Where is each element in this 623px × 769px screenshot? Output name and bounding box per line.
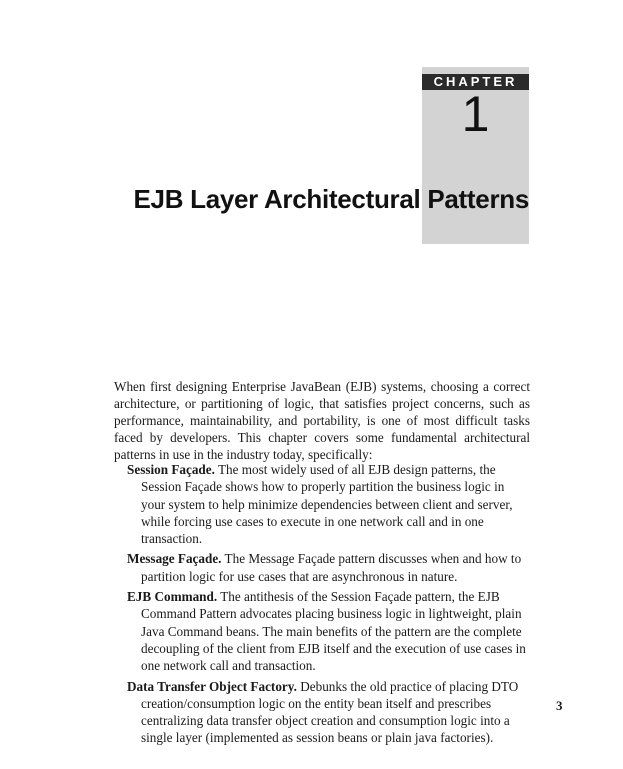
pattern-item-dto-factory [127,678,531,747]
chapter-label: CHAPTER [422,74,529,90]
pattern-description: The antithesis of the Session Façade pattern, the EJB Command Pattern advocates placing business logic in lightweight, plain Java Command beans. The main benefits of the pattern are the complete decoupling of the client from EJB itself and the execution of use cases in one network call and transaction. [141,589,526,674]
pattern-description: The most widely used of all EJB design patterns, the Session Façade shows how to properly partition the business logic in your system to help minimize dependencies between client and server, while forcing use cases to execute in one network call and in one transaction. [141,462,513,547]
pattern-name: Data Transfer Object Factory. [127,678,297,694]
pattern-name: Session Façade. [127,462,215,477]
pattern-item-message-facade [127,550,531,585]
pattern-name: EJB Command. [127,589,218,605]
intro-paragraph: When first designing Enterprise JavaBean (EJB) systems, choosing a correct architecture, or partitioning of logic, that satisfies project concerns, such as performance, maintainability, and portability, is one of most difficult tasks faced by developers. This chapter covers some fundamental architectural patterns in use in the industry today, specifically: [114,379,530,462]
pattern-list [127,461,531,750]
page-number: 3 [556,698,563,713]
pattern-item-session-facade [127,461,531,547]
chapter-number: 1 [461,86,490,142]
pattern-description: The Message Façade pattern discusses when and how to partition logic for use cases that are asynchronous in nature. [141,551,522,584]
pattern-name: Message Façade. [127,551,222,567]
chapter-title: EJB Layer Architectural Patterns [133,184,529,214]
pattern-item-ejb-command [127,588,531,674]
pattern-description: Debunks the old practice of placing DTO creation/consumption logic on the entity bean itself and prescribes centralizing data transfer object creation and consumption logic into a single layer (implemented as session beans or plain java factories). [141,678,519,746]
